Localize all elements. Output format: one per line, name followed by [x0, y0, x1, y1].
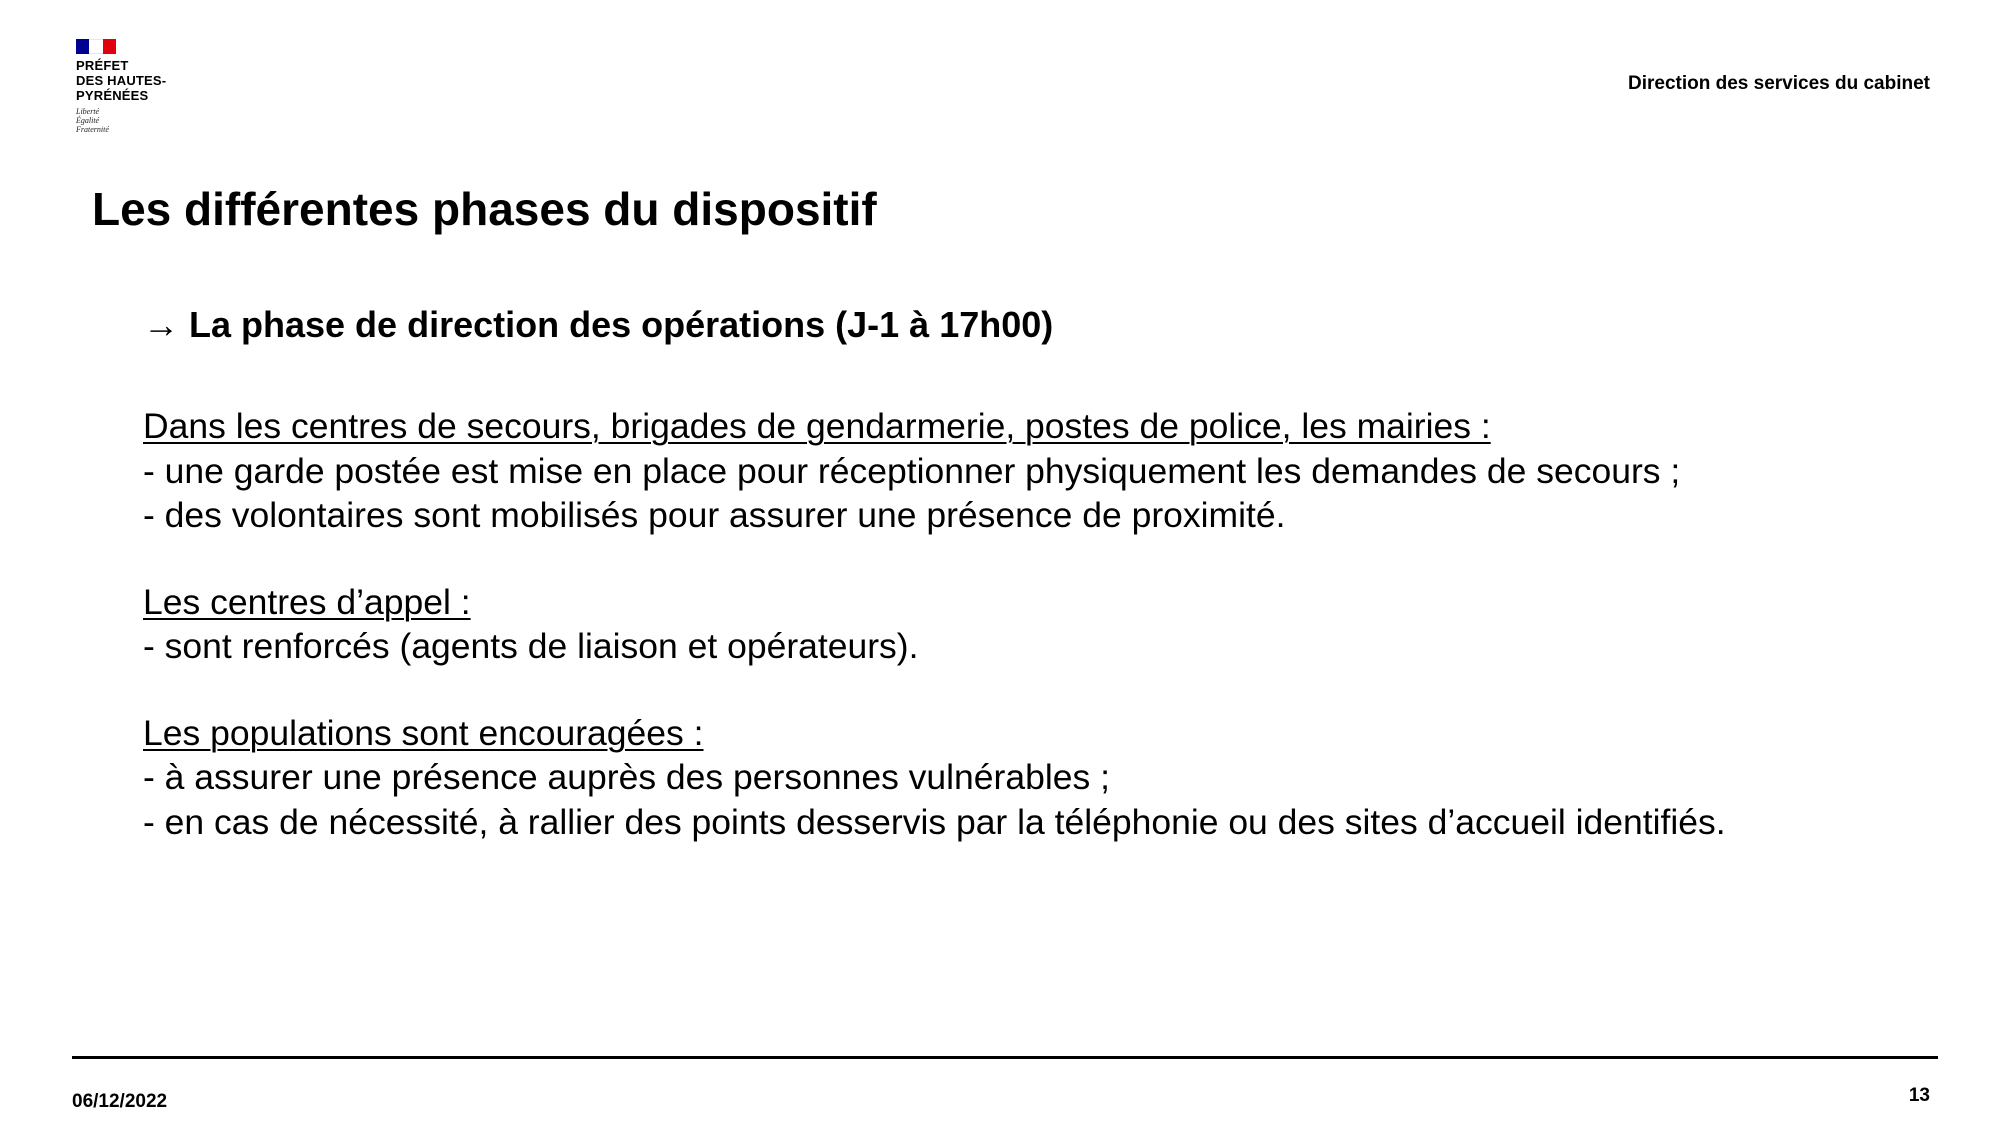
- motto-liberte: Liberté: [76, 107, 100, 116]
- section-heading: Dans les centres de secours, brigades de gendarmerie, postes de police, les mairies :: [143, 406, 1491, 446]
- phase-label: La phase de direction des opérations (J-1 à 17h00): [189, 304, 1054, 345]
- logo-line-2: DES HAUTES-: [76, 73, 167, 88]
- motto-egalite: Égalité: [76, 116, 100, 125]
- section-populations: [143, 711, 1943, 845]
- footer-divider: [72, 1056, 1938, 1059]
- logo-line-1: PRÉFET: [76, 58, 129, 73]
- list-item: - à assurer une présence auprès des personnes vulnérables ;: [143, 757, 1110, 797]
- slide-content: [143, 304, 1943, 844]
- footer-date: 06/12/2022: [72, 1091, 168, 1112]
- right-arrow-icon: →: [143, 304, 179, 345]
- phase-heading: [143, 304, 1943, 346]
- section-heading: Les centres d’appel :: [143, 581, 471, 622]
- list-item: - des volontaires sont mobilisés pour assurer une présence de proximité.: [143, 495, 1286, 535]
- logo-line-3: PYRÉNÉES: [76, 88, 149, 103]
- section-heading: Les populations sont encouragées :: [143, 712, 704, 753]
- republic-motto: [76, 107, 216, 134]
- prefecture-logo: [76, 39, 216, 134]
- slide-title: Les différentes phases du dispositif: [92, 183, 877, 235]
- list-item: - en cas de nécessité, à rallier des points desservis par la téléphonie ou des sites d’accueil identifiés.: [143, 801, 1726, 842]
- section-rescue-centers: [143, 404, 1943, 538]
- list-item: - sont renforcés (agents de liaison et opérateurs).: [143, 626, 919, 666]
- marianne-flag-icon: [76, 39, 116, 54]
- page-number: 13: [1908, 1085, 1930, 1106]
- list-item: - une garde postée est mise en place pour réceptionner physiquement les demandes de secours ;: [143, 450, 1681, 491]
- motto-fraternite: Fraternité: [76, 125, 109, 134]
- header-department: Direction des services du cabinet: [1627, 73, 1930, 94]
- section-call-centers: [143, 580, 1943, 669]
